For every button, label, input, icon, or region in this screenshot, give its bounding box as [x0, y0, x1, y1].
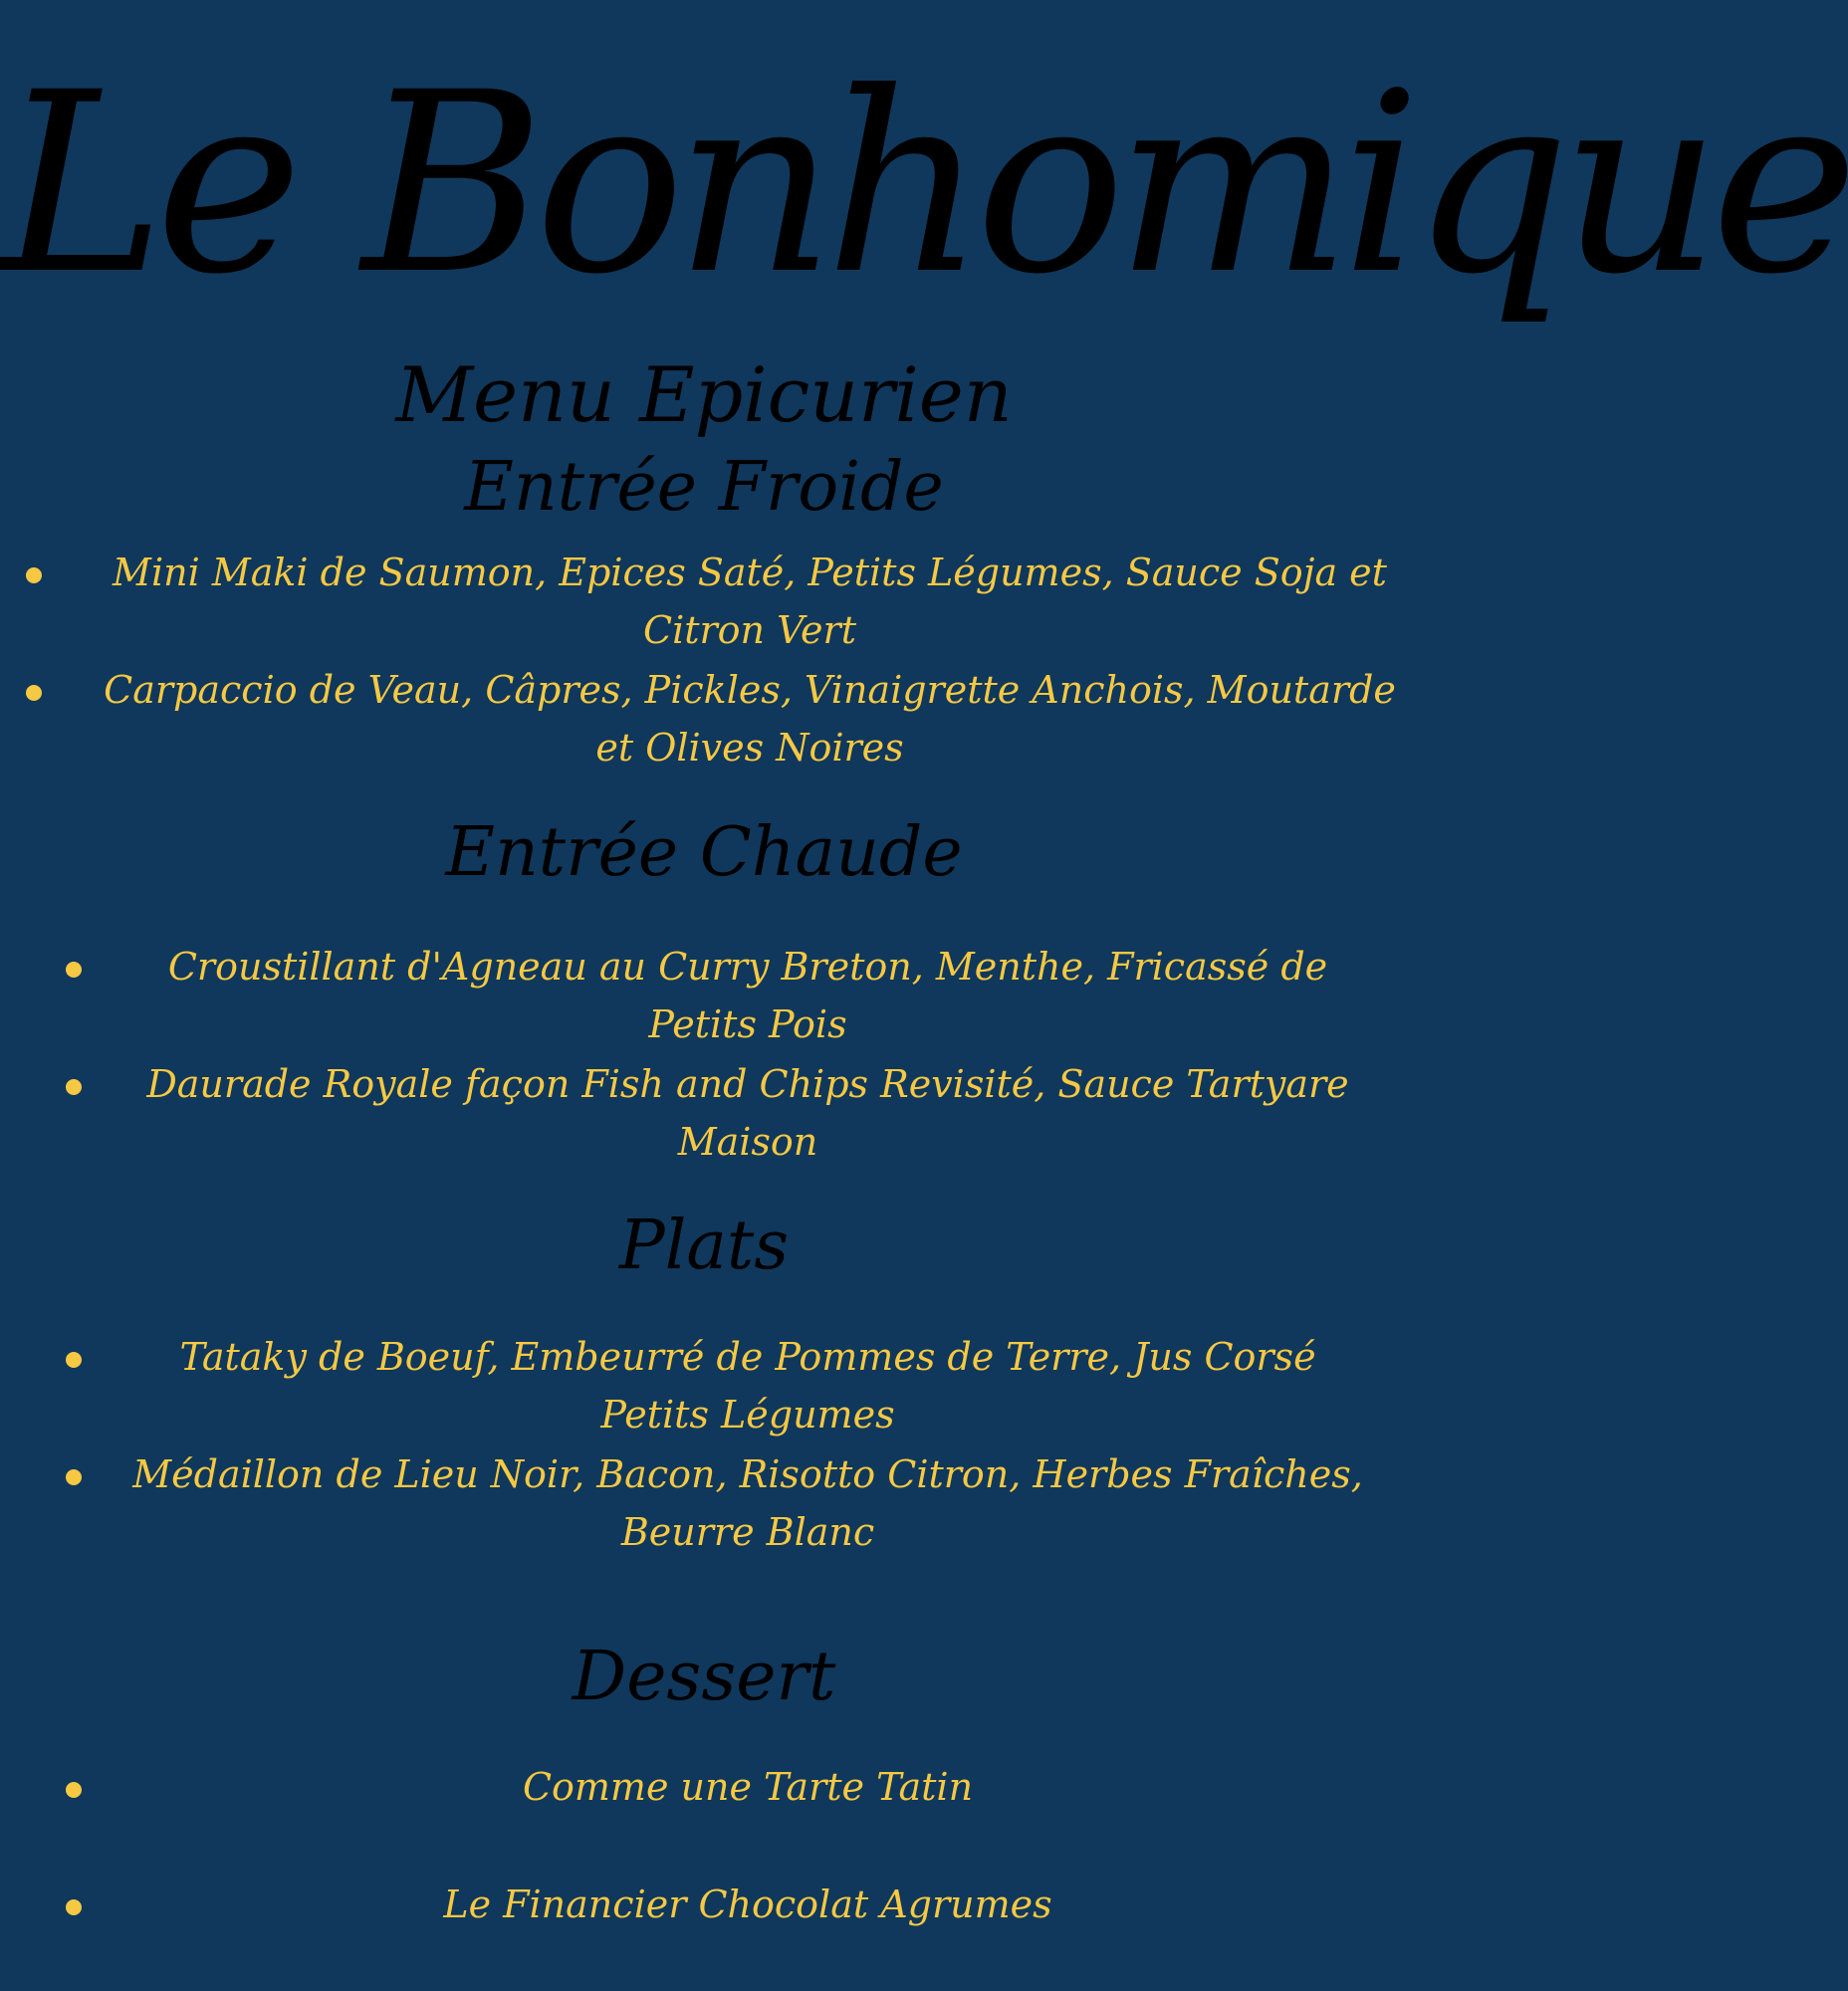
menu-item-text: Le Financier Chocolat Agrumes	[443, 1882, 1052, 1926]
menu-item	[66, 1328, 1370, 1443]
section-heading-entree-chaude: Entrée Chaude	[445, 813, 963, 892]
bullet-icon	[66, 1899, 82, 1915]
menu-item	[66, 1055, 1370, 1171]
section-heading-entree-froide: Entrée Froide	[464, 448, 944, 527]
bullet-icon	[26, 685, 42, 701]
menu-item-text: Tataky de Boeuf, Embeurré de Pommes de Terre, Jus Corsé Petits Légumes	[179, 1335, 1316, 1437]
menu-item	[66, 938, 1370, 1053]
menu-item	[66, 1445, 1370, 1561]
bullet-icon	[66, 1352, 82, 1368]
menu-item	[66, 1758, 1370, 1816]
menu-item-text: Comme une Tarte Tatin	[522, 1765, 974, 1809]
bullet-icon	[66, 1782, 82, 1798]
menu-item-text: Croustillant d'Agneau au Curry Breton, Menthe, Fricassé de Petits Pois	[167, 945, 1328, 1046]
bullet-icon	[66, 1469, 82, 1485]
restaurant-name: Le Bonhomique	[0, 39, 1848, 329]
menu-title: Menu Epicurien	[395, 350, 1013, 439]
menu-item	[66, 1876, 1370, 1933]
section-heading-dessert: Dessert	[572, 1638, 836, 1716]
menu-item	[26, 544, 1408, 659]
menu-item	[26, 661, 1408, 776]
menu-item-text: Carpaccio de Veau, Câpres, Pickles, Vinaigrette Anchois, Moutarde et Olives Noires	[104, 668, 1396, 770]
bullet-icon	[66, 1079, 82, 1095]
bullet-icon	[66, 962, 82, 978]
menu-item-text: Mini Maki de Saumon, Epices Saté, Petits Légumes, Sauce Soja et Citron Vert	[113, 551, 1387, 652]
menu-item-text: Médaillon de Lieu Noir, Bacon, Risotto Citron, Herbes Fraîches, Beurre Blanc	[132, 1452, 1363, 1554]
section-heading-plats: Plats	[618, 1207, 790, 1285]
bullet-icon	[26, 567, 42, 583]
menu-item-text: Daurade Royale façon Fish and Chips Revisité, Sauce Tartyare Maison	[146, 1062, 1349, 1164]
